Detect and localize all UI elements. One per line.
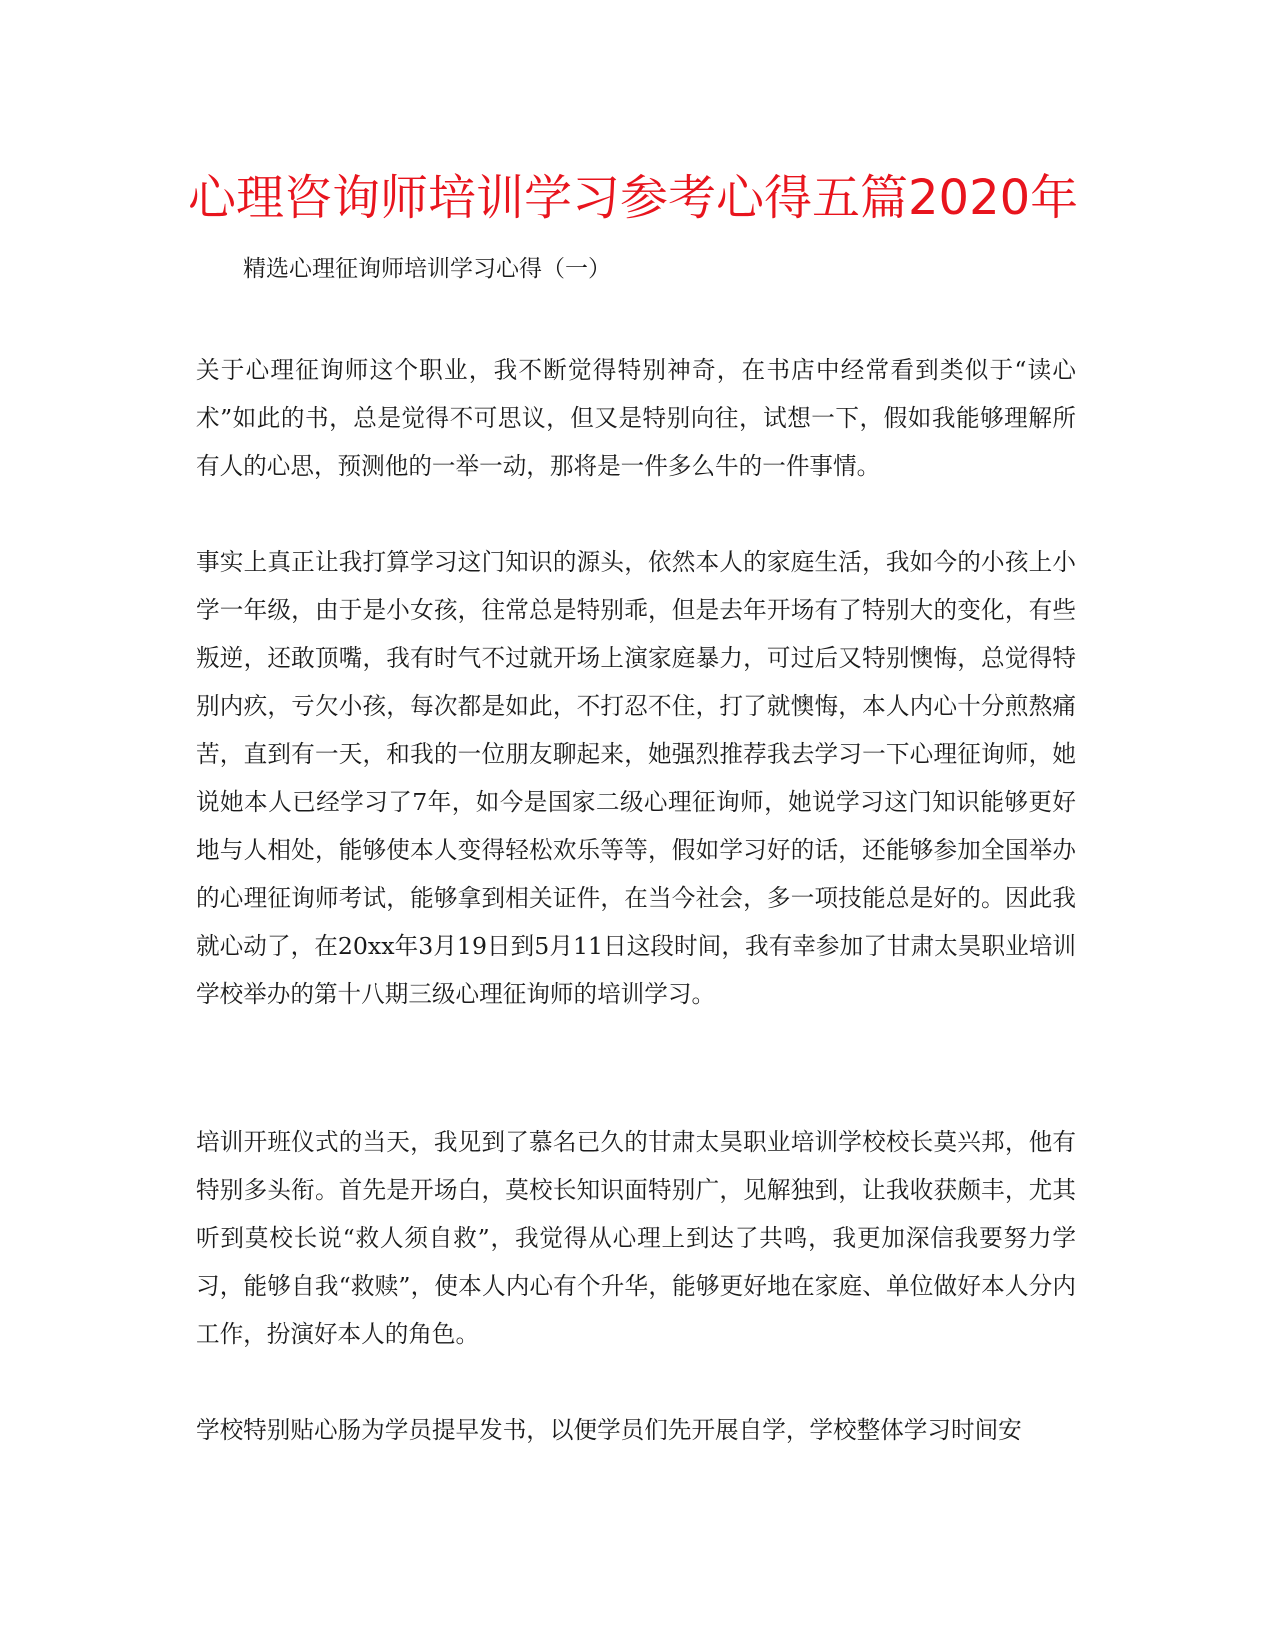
section-heading: 精选心理征询师培训学习心得（一） — [243, 256, 611, 282]
paragraph-1: 关于心理征询师这个职业，我不断觉得特别神奇，在书店中经常看到类似于“读心术”如此的书，总是觉得不可思议，但又是特别向往，试想一下，假如我能够理解所有人的心思，预测他的一举一动，那将是一件多么牛的一件事情。 — [196, 356, 1076, 480]
document-title: 心理咨询师培训学习参考心得五篇2020年 — [188, 170, 1079, 226]
paragraph-4: 学校特别贴心肠为学员提早发书，以便学员们先开展自学，学校整体学习时间安 — [196, 1416, 1022, 1444]
paragraph-3: 培训开班仪式的当天，我见到了慕名已久的甘肃太昊职业培训学校校长莫兴邦，他有特别多头衔。首先是开场白，莫校长知识面特别广，见解独到，让我收获颇丰，尤其听到莫校长说“救人须自救”，我觉得从心理上到达了共鸣，我更加深信我要努力学习，能够自我“救赎”，使本人内心有个升华，能够更好地在家庭、单位做好本人分内工作，扮演好本人的角色。 — [196, 1128, 1076, 1348]
paragraph-2: 事实上真正让我打算学习这门知识的源头，依然本人的家庭生活，我如今的小孩上小学一年级，由于是小女孩，往常总是特别乖，但是去年开场有了特别大的变化，有些叛逆，还敢顶嘴，我有时气不过就开场上演家庭暴力，可过后又特别懊悔，总觉得特别内疚，亏欠小孩，每次都是如此，不打忍不住，打了就懊悔，本人内心十分煎熬痛苦，直到有一天，和我的一位朋友聊起来，她强烈推荐我去学习一下心理征询师，她说她本人已经学习了7年，如今是国家二级心理征询师，她说学习这门知识能够更好地与人相处，能够使本人变得轻松欢乐等等，假如学习好的话，还能够参加全国举办的心理征询师考试，能够拿到相关证件，在当今社会，多一项技能总是好的。因此我就心动了，在20xx年3月19日到5月11日这段时间，我有幸参加了甘肃太昊职业培训学校举办的第十八期三级心理征询师的培训学习。 — [196, 548, 1076, 1008]
